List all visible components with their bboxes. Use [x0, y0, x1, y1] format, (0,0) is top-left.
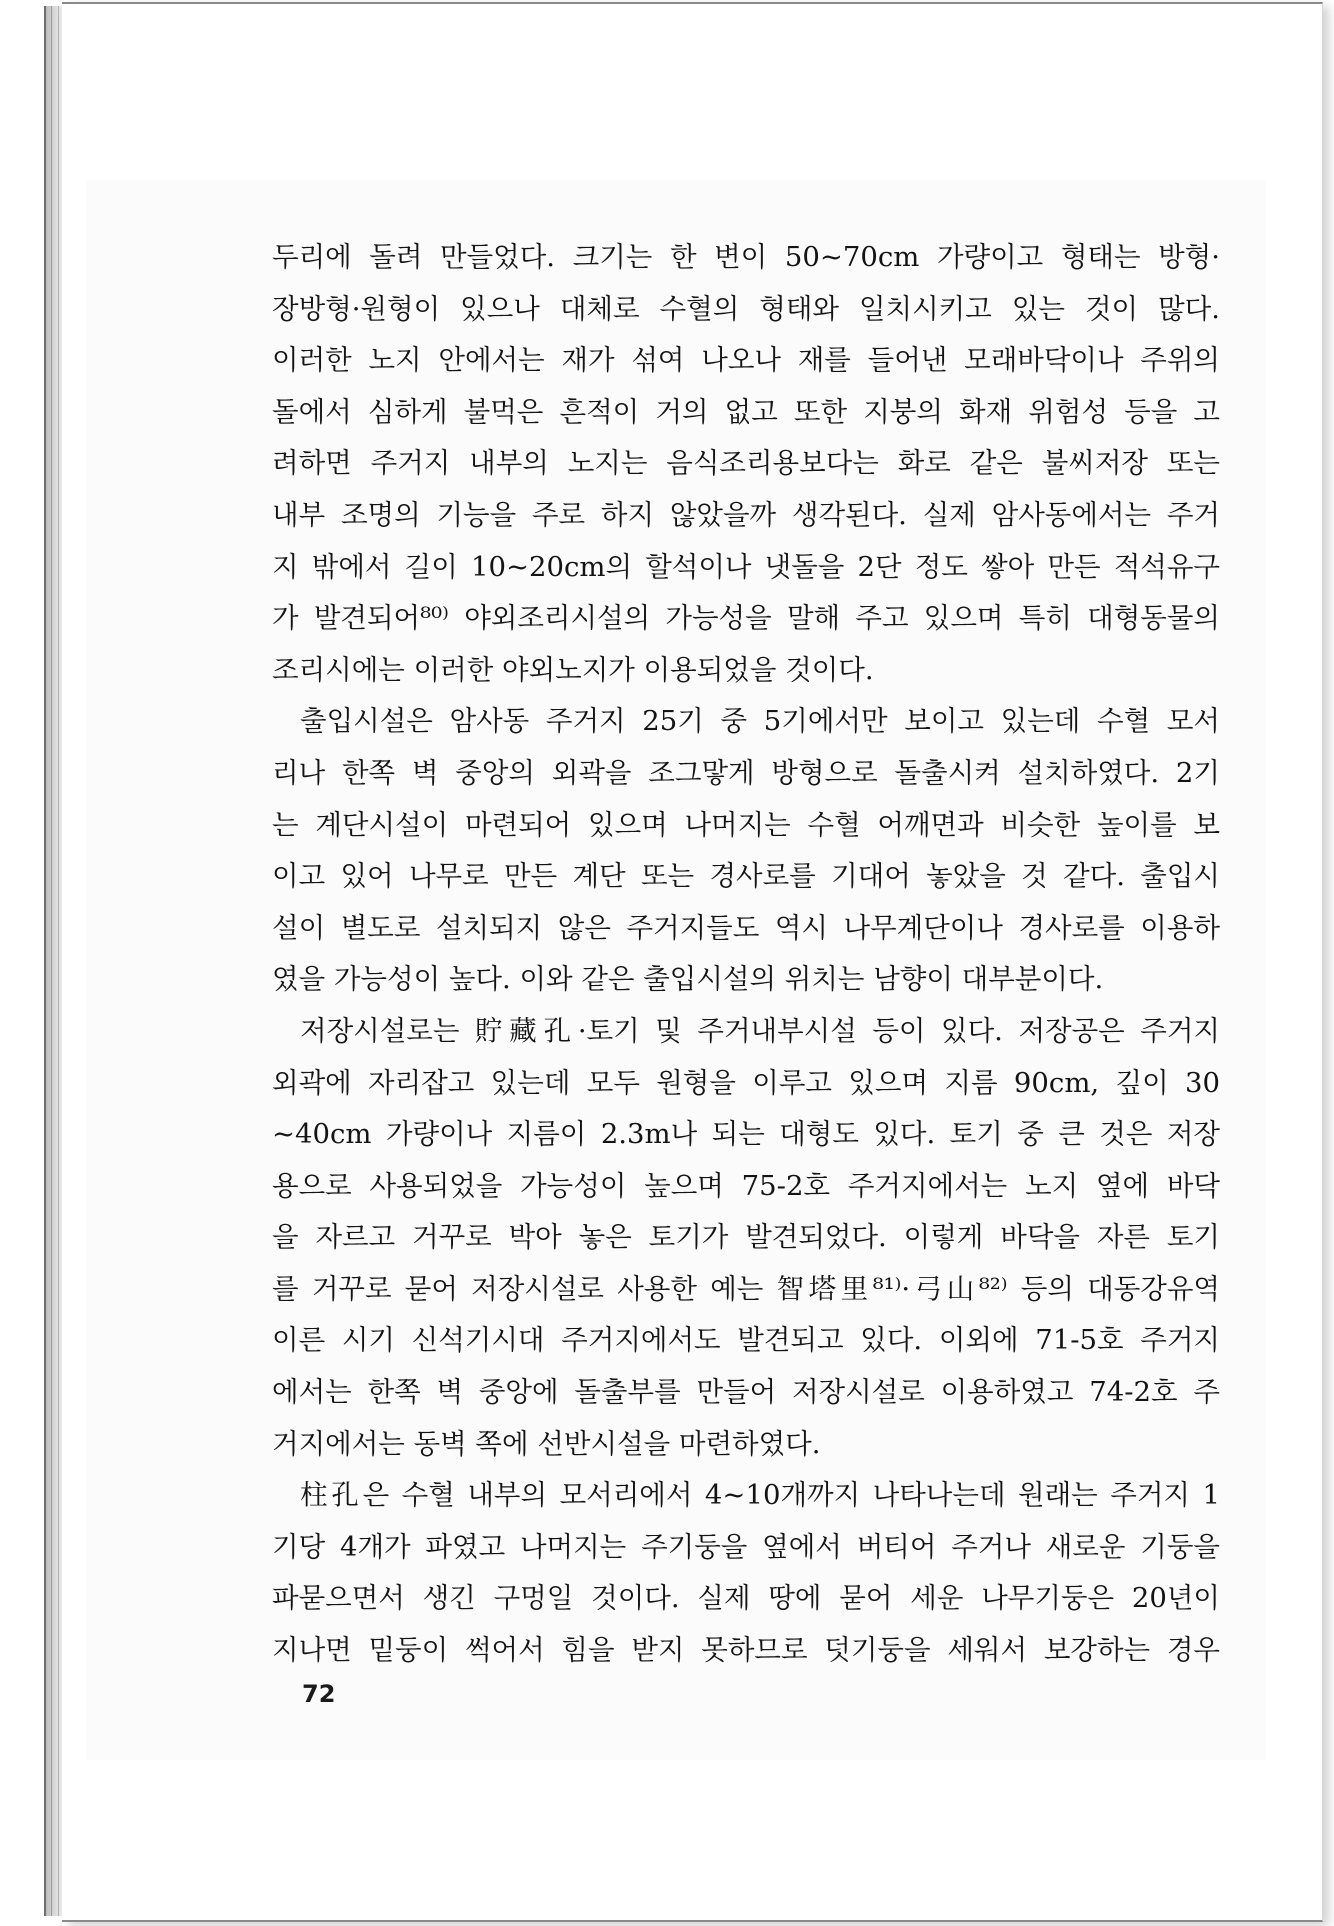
text-line: 두리에 돌려 만들었다. 크기는 한 변이 50~70cm 가량이고 형태는 방형·: [272, 241, 1220, 273]
text-line: 가 발견되어⁸⁰⁾ 야외조리시설의 가능성을 말해 주고 있으며 특히 대형동물의: [272, 602, 1220, 635]
text-line: 에서는 한쪽 벽 중앙에 돌출부를 만들어 저장시설로 이용하였고 74-2호 주: [272, 1376, 1220, 1409]
page-number: 72: [302, 1680, 336, 1708]
text-line: 려하면 주거지 내부의 노지는 음식조리용보다는 화로 같은 불씨저장 또는: [272, 447, 1220, 480]
text-line: 기당 4개가 파였고 나머지는 주기둥을 옆에서 버티어 주거나 새로운 기둥을: [272, 1530, 1220, 1563]
text-line: 지 밖에서 길이 10~20cm의 할석이나 냇돌을 2단 정도 쌓아 만든 적석유구: [272, 550, 1220, 583]
text-line: 였을 가능성이 높다. 이와 같은 출입시설의 위치는 남향이 대부분이다.: [272, 963, 1104, 996]
text-line: 조리시에는 이러한 야외노지가 이용되었을 것이다.: [272, 653, 874, 686]
text-line: 리나 한쪽 벽 중앙의 외곽을 조그맣게 방형으로 돌출시켜 설치하였다. 2기: [272, 756, 1220, 789]
body-text: [272, 232, 1220, 1677]
text-line: 이른 시기 신석기시대 주거지에서도 발견되고 있다. 이외에 71-5호 주거지: [272, 1324, 1220, 1357]
text-line: 장방형·원형이 있으나 대체로 수혈의 형태와 일치시키고 있는 것이 많다.: [272, 292, 1220, 325]
text-line: 를 거꾸로 묻어 저장시설로 사용한 예는 智塔里⁸¹⁾·弓山⁸²⁾ 등의 대동강유역: [272, 1272, 1220, 1305]
text-line: 돌에서 심하게 불먹은 흔적이 거의 없고 또한 지붕의 화재 위험성 등을 고: [272, 395, 1220, 428]
text-line: 내부 조명의 기능을 주로 하지 않았을까 생각된다. 실제 암사동에서는 주거: [272, 498, 1220, 531]
text-line: 거지에서는 동벽 쪽에 선반시설을 마련하였다.: [272, 1427, 821, 1460]
text-line: 이러한 노지 안에서는 재가 섞여 나오나 재를 들어낸 모래바닥이나 주위의: [272, 344, 1220, 377]
text-line: 저장시설로는 貯藏孔·토기 및 주거내부시설 등이 있다. 저장공은 주거지: [300, 1014, 1220, 1047]
text-line: ~40cm 가량이나 지름이 2.3m나 되는 대형도 있다. 토기 중 큰 것은 저장: [272, 1118, 1220, 1151]
text-line: 외곽에 자리잡고 있는데 모두 원형을 이루고 있으며 지름 90cm, 깊이 30: [272, 1066, 1220, 1099]
text-line: 는 계단시설이 마련되어 있으며 나머지는 수혈 어깨면과 비슷한 높이를 보: [272, 808, 1220, 841]
text-line: 이고 있어 나무로 만든 계단 또는 경사로를 기대어 놓았을 것 같다. 출입시: [272, 860, 1220, 893]
text-line: 柱孔은 수혈 내부의 모서리에서 4~10개까지 나타나는데 원래는 주거지 1: [300, 1479, 1220, 1512]
text-line: 출입시설은 암사동 주거지 25기 중 5기에서만 보이고 있는데 수혈 모서: [300, 705, 1220, 738]
text-line: 파묻으면서 생긴 구멍일 것이다. 실제 땅에 묻어 세운 나무기둥은 20년이: [272, 1582, 1220, 1615]
text-line: 을 자르고 거꾸로 박아 놓은 토기가 발견되었다. 이렇게 바닥을 자른 토기: [272, 1221, 1220, 1254]
text-line: 지나면 밑둥이 썩어서 힘을 받지 못하므로 덧기둥을 세워서 보강하는 경우: [272, 1634, 1220, 1667]
text-line: 용으로 사용되었을 가능성이 높으며 75-2호 주거지에서는 노지 옆에 바닥: [272, 1169, 1220, 1202]
text-line: 설이 별도로 설치되지 않은 주거지들도 역시 나무계단이나 경사로를 이용하: [272, 911, 1220, 944]
